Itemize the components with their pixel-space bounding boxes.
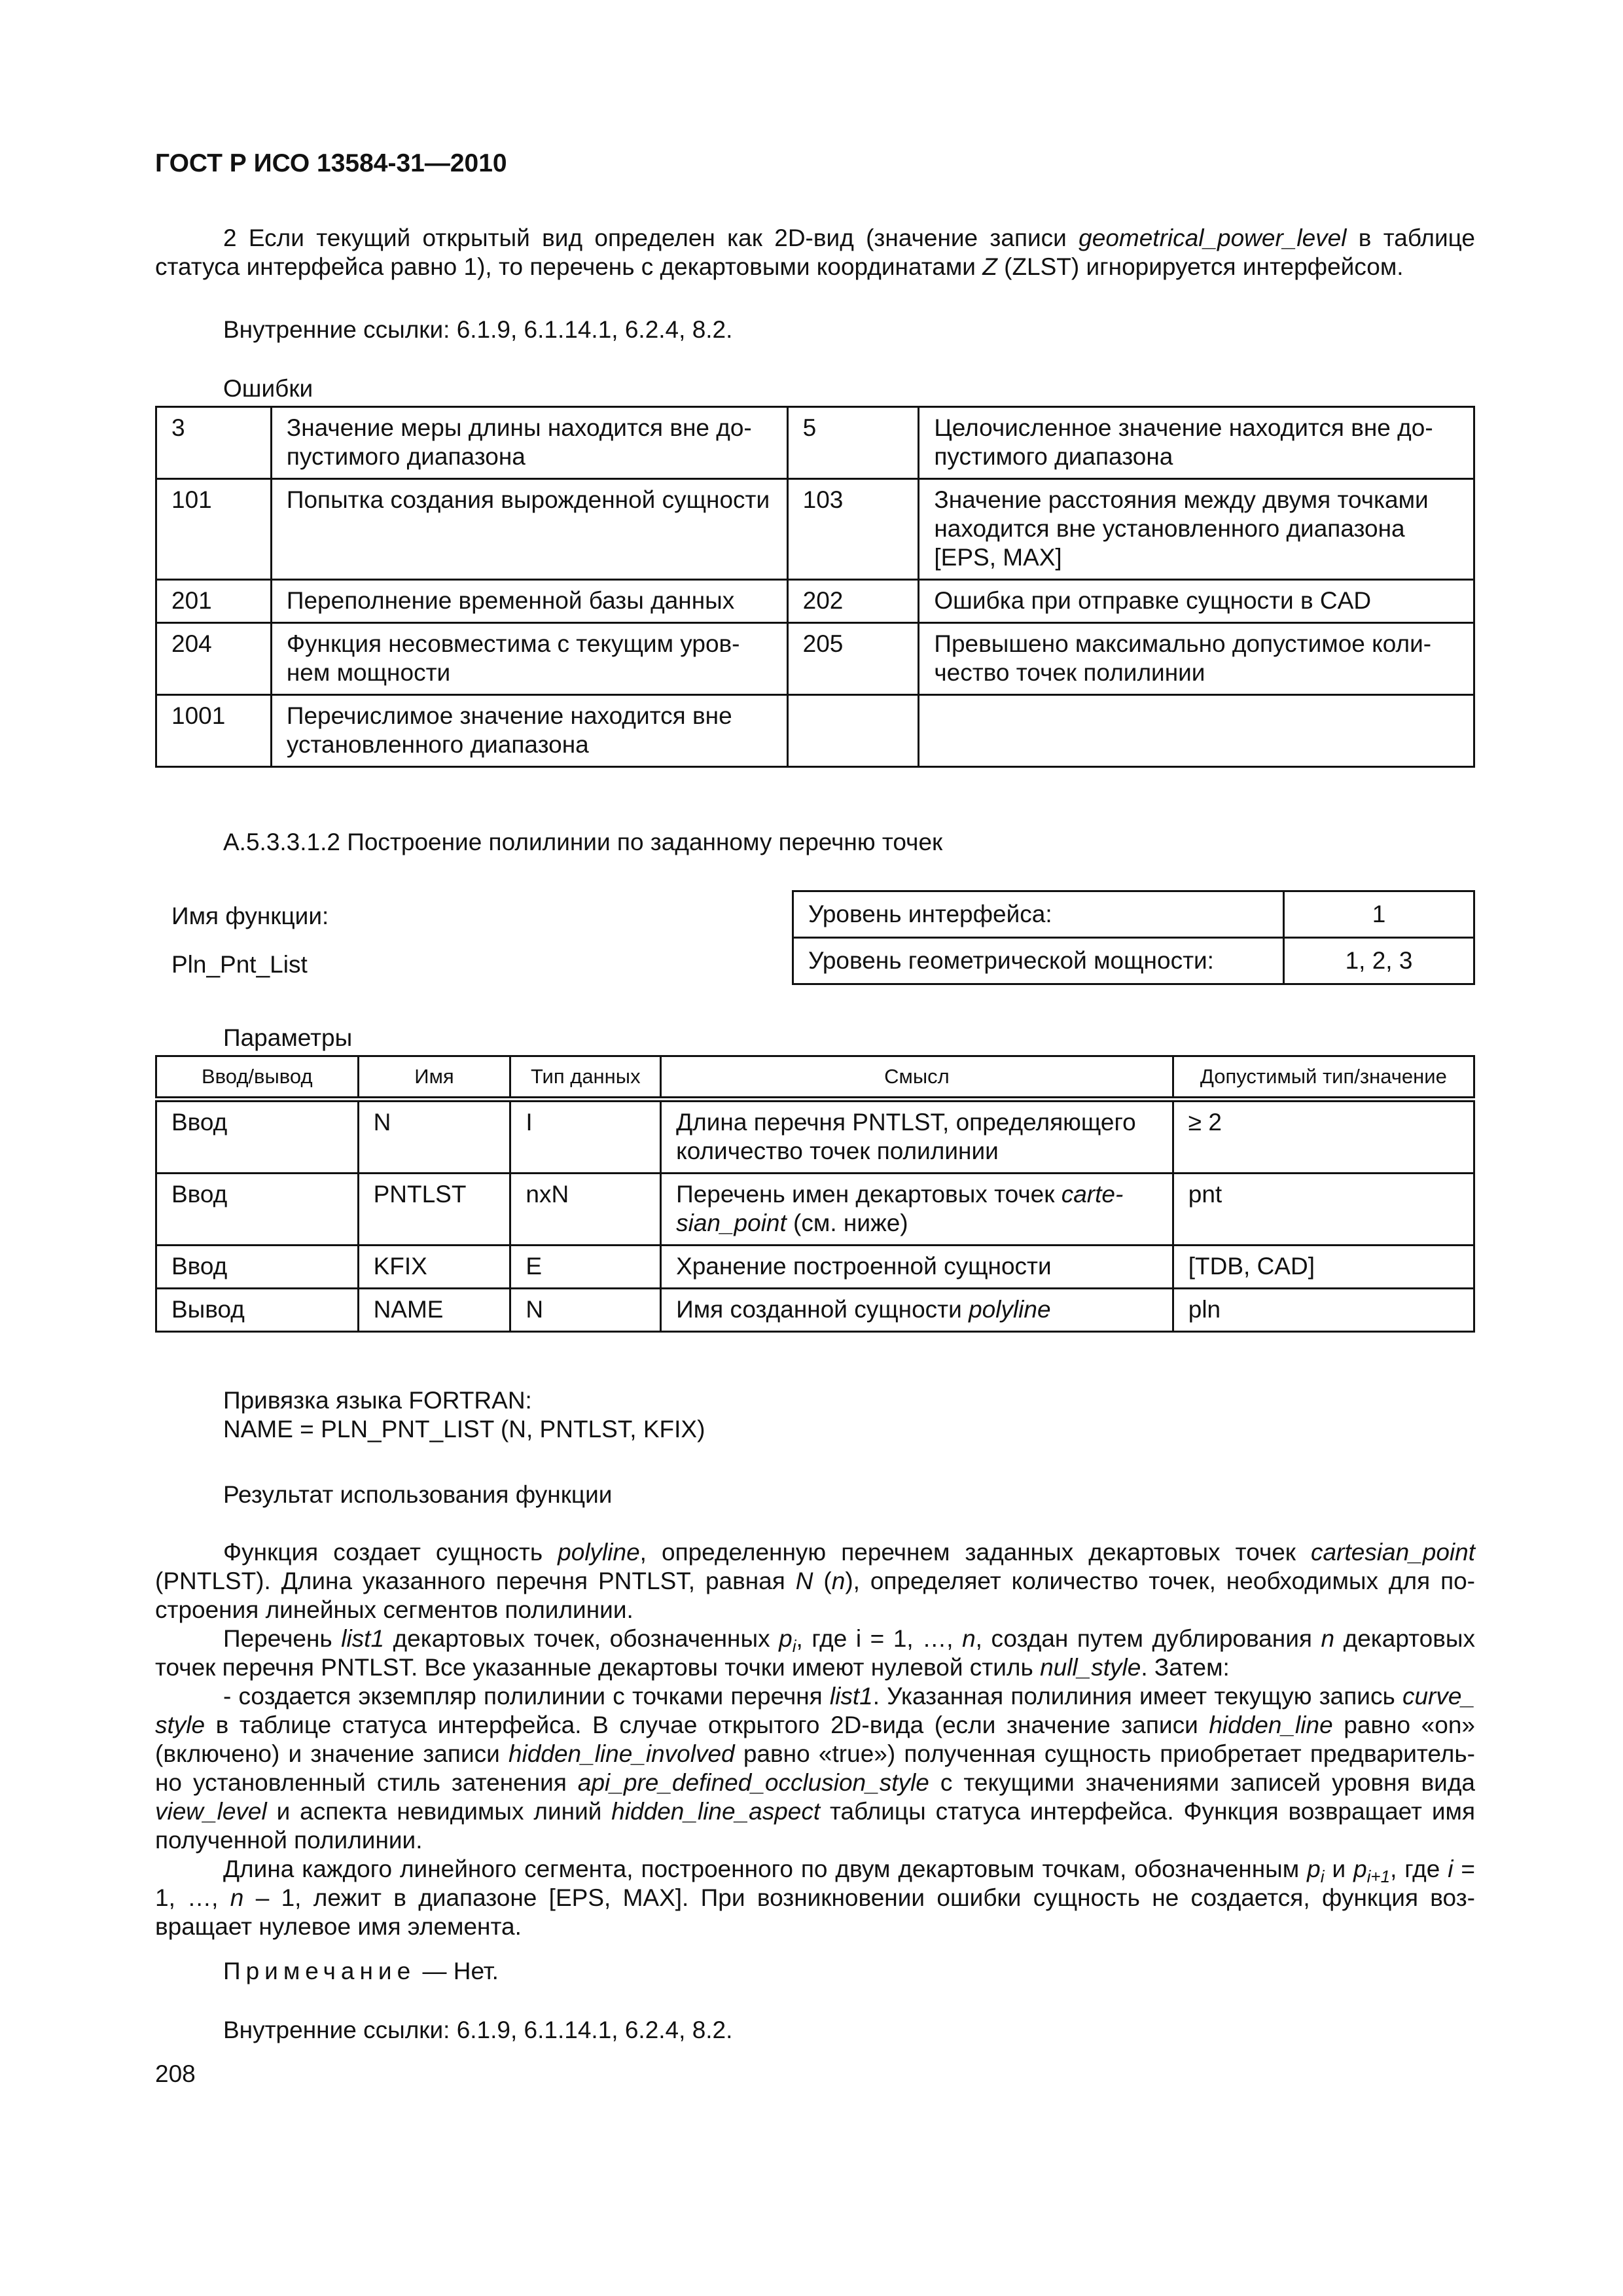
error-text	[919, 695, 1474, 767]
body-paragraph-1: Функция создает сущность polyline, определенную перечнем заданных декартовых точек cartesian_point (PNTLST). Длина указанного перечня PNTLST, равная N (n), определяет количество точек, необходимых для по-строения линейных сегментов полилинии.	[155, 1539, 1476, 1623]
param-type: N	[510, 1289, 661, 1332]
note-2: 2 Если текущий открытый вид определен как 2D-вид (значение записи geometrical_power_level в таблице статуса интерфейса равно 1), то перечень с декартовыми координатами Z (ZLST) игнорируется интерфейсом.	[155, 224, 1475, 280]
param-allowed: pln	[1173, 1289, 1474, 1332]
note	[155, 1957, 1475, 1986]
table-row	[156, 1246, 1474, 1289]
param-io: Вывод	[156, 1289, 359, 1332]
column-header: Ввод/вывод	[156, 1056, 359, 1100]
table-row	[156, 479, 1474, 580]
param-name: KFIX	[358, 1246, 510, 1289]
error-code: 1001	[156, 695, 272, 767]
param-type: I	[510, 1100, 661, 1174]
params-label: Параметры	[223, 1024, 353, 1051]
error-text: Переполнение временной базы данных	[271, 580, 787, 623]
table-row	[793, 891, 1474, 938]
param-type: nxN	[510, 1174, 661, 1246]
error-code: 205	[787, 623, 919, 695]
errors-label: Ошибки	[223, 375, 313, 402]
error-code: 103	[787, 479, 919, 580]
error-code: 202	[787, 580, 919, 623]
table-row	[156, 623, 1474, 695]
function-name-label: Имя функции:	[171, 903, 329, 929]
error-text: Значение расстояния между двумя точками находится вне установленного диапазона [EPS, MAX]	[919, 479, 1474, 580]
column-header: Смысл	[661, 1056, 1173, 1100]
body-paragraph-3: - создается экземпляр полилинии с точками перечня list1. Указанная полилиния имеет текущую запись curve_ style в таблице статуса интерфейса. В случае открытого 2D-вида (если значение записи hidden_line равно «on» (включено) и значение записи hidden_line_involved равно «true») полученная сущность приобретает предваритель-но установленный стиль затенения api_pre_defined_occlusion_style с текущими значениями записей уровня вида view_level и аспекта невидимых линий hidden_line_aspect таблицы статуса интерфейса. Функция возвращает имя полученной полилинии.	[155, 1683, 1475, 1854]
error-code: 101	[156, 479, 272, 580]
error-code	[787, 695, 919, 767]
body-paragraph-4: Длина каждого линейного сегмента, построенного по двум декартовым точкам, обозначенным $p_i$ и $p_{i+1}$, где i = 1, …, n – 1, лежит в диапазоне [EPS, MAX]. При возникновении ошибки сущность не создается, функция воз-вращает нулевое имя элемента.	[155, 1856, 1475, 1940]
level-value: 1	[1283, 891, 1474, 938]
param-name: NAME	[358, 1289, 510, 1332]
table-row	[156, 695, 1474, 767]
column-header: Имя	[358, 1056, 510, 1100]
result-label: Результат использования функции	[223, 1481, 613, 1508]
param-io: Ввод	[156, 1174, 359, 1246]
section-title: А.5.3.3.1.2 Построение полилинии по заданному перечню точек	[223, 829, 943, 855]
error-text: Перечислимое значение находится вне установленного диапазона	[271, 695, 787, 767]
param-io: Ввод	[156, 1100, 359, 1174]
note-label: Примечание	[223, 1958, 416, 1984]
level-value: 1, 2, 3	[1283, 938, 1474, 984]
params-table	[155, 1055, 1475, 1333]
error-text: Попытка создания вырожденной сущности	[271, 479, 787, 580]
error-code: 3	[156, 407, 272, 479]
error-text: Значение меры длины находится вне до-пустимого диапазона	[271, 407, 787, 479]
function-name: Pln_Pnt_List	[171, 951, 308, 978]
table-row	[156, 580, 1474, 623]
error-text: Ошибка при отправке сущности в CAD	[919, 580, 1474, 623]
param-meaning: Перечень имен декартовых точек carte-sian_point (см. ниже)	[661, 1174, 1173, 1246]
level-label: Уровень интерфейса:	[793, 891, 1284, 938]
param-meaning: Хранение построенной сущности	[661, 1246, 1173, 1289]
table-row	[156, 1289, 1474, 1332]
column-header: Допустимый тип/значение	[1173, 1056, 1474, 1100]
body-paragraph-2: Перечень list1 декартовых точек, обозначенных $p_i$, где i = 1, …, n, создан путем дублирования n декартовых точек перечня PNTLST. Все указанные декартовы точки имеют нулевой стиль null_style. Затем:	[155, 1625, 1475, 1681]
note-text: — Нет.	[416, 1958, 499, 1984]
table-header-row	[156, 1056, 1474, 1100]
table-row	[156, 1100, 1474, 1174]
param-name: PNTLST	[358, 1174, 510, 1246]
internal-refs-1: Внутренние ссылки: 6.1.9, 6.1.14.1, 6.2.4, 8.2.	[223, 316, 733, 343]
param-type: E	[510, 1246, 661, 1289]
param-meaning: Длина перечня PNTLST, определяющего количество точек полилинии	[661, 1100, 1173, 1174]
column-header: Тип данных	[510, 1056, 661, 1100]
error-code: 5	[787, 407, 919, 479]
param-allowed: pnt	[1173, 1174, 1474, 1246]
levels-table	[792, 890, 1475, 985]
level-label: Уровень геометрической мощности:	[793, 938, 1284, 984]
fortran-binding	[155, 1386, 1475, 1444]
table-row	[793, 938, 1474, 984]
param-allowed: ≥ 2	[1173, 1100, 1474, 1174]
document-header: ГОСТ Р ИСО 13584-31—2010	[155, 149, 507, 177]
error-text: Функция несовместима с текущим уров-нем мощности	[271, 623, 787, 695]
internal-refs-2: Внутренние ссылки: 6.1.9, 6.1.14.1, 6.2.4, 8.2.	[223, 2017, 733, 2043]
error-text: Целочисленное значение находится вне до-пустимого диапазона	[919, 407, 1474, 479]
table-row	[156, 1174, 1474, 1246]
param-name: N	[358, 1100, 510, 1174]
fortran-code: NAME = PLN_PNT_LIST (N, PNTLST, KFIX)	[223, 1416, 705, 1443]
fortran-label: Привязка языка FORTRAN:	[223, 1387, 532, 1414]
error-text: Превышено максимально допустимое коли-чество точек полилинии	[919, 623, 1474, 695]
param-allowed: [TDB, CAD]	[1173, 1246, 1474, 1289]
error-code: 204	[156, 623, 272, 695]
table-row	[156, 407, 1474, 479]
page-number: 208	[155, 2060, 196, 2087]
errors-table	[155, 406, 1475, 768]
param-meaning: Имя созданной сущности polyline	[661, 1289, 1173, 1332]
param-io: Ввод	[156, 1246, 359, 1289]
error-code: 201	[156, 580, 272, 623]
